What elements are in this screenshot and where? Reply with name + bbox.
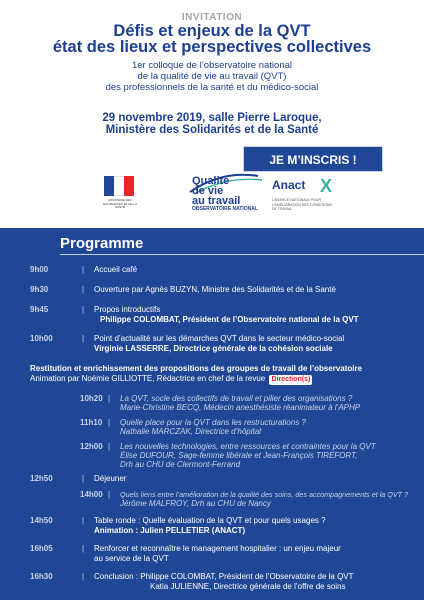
item-title: Quels liens entre l’amélioration de la qualité des soins, des accompagnements et la QVT ? — [120, 490, 409, 499]
qvt-logo-line1: Qualité — [192, 175, 230, 187]
qvt-logo-line2: de vie — [192, 185, 224, 197]
item-separator: | — [108, 442, 111, 451]
item-speaker: Virginie LASSERRE, Directrice générale de la cohésion sociale — [94, 344, 333, 353]
event-subtitle-line2: de la qualité de vie au travail (QVT) — [137, 71, 287, 82]
event-subtitle-line3: des professionnels de la santé et du médico-social — [105, 82, 319, 93]
restitution-animation — [30, 374, 312, 385]
restitution-title: Restitution et enrichissement des propositions des groupes de travail de l’observatoire — [30, 364, 363, 373]
item-title-cont: au service de la QVT — [94, 554, 169, 563]
event-place: Ministère des Solidarités et de la Santé — [105, 124, 319, 136]
item-title: Point d’actualité sur les démarches QVT dans le secteur médico-social — [94, 334, 345, 343]
item-time: 12h00 — [80, 442, 103, 451]
item-time: 9h00 — [30, 265, 49, 274]
item-title: Déjeuner — [94, 474, 127, 483]
item-separator: | — [82, 474, 85, 483]
item-title: Conclusion : Philippe COLOMBAT, Président de l’Observatoire de la QVT — [94, 572, 354, 581]
item-speaker-2: Drh au CHU de Clermont-Ferrand — [120, 460, 241, 469]
event-subtitle-line1: 1er colloque de l’observatoire national — [131, 60, 293, 71]
item-time: 14h00 — [80, 490, 103, 499]
item-title: Ouverture par Agnès BUZYN, Ministre des Solidarités et de la Santé — [94, 285, 336, 294]
item-time: 14h50 — [30, 516, 53, 525]
item-title: Quelle place pour la QVT dans les restructurations ? — [120, 418, 306, 427]
anact-logo — [272, 178, 342, 226]
direction-s-badge: Direction(s) — [271, 376, 311, 383]
item-speaker: Philippe COLOMBAT, Président de l’Observatoire national de la QVT — [100, 315, 359, 324]
item-separator: | — [108, 490, 111, 499]
anact-tagline: L’AGENCE NATIONALE POUR L’AMÉLIORATION DES CONDITIONS DE TRAVAIL — [272, 198, 332, 211]
anact-wordmark: Anact — [272, 178, 306, 192]
item-separator: | — [82, 265, 85, 274]
item-title: Propos introductifs — [94, 305, 161, 314]
item-time: 10h00 — [30, 334, 53, 343]
register-button[interactable]: JE M’INSCRIS ! — [243, 146, 383, 172]
item-speaker: Marie-Christine BECQ, Médecin anesthésiste réanimateur à l’APHP — [120, 403, 361, 412]
anact-x-mark: X — [320, 176, 333, 196]
event-date: 29 novembre 2019, salle Pierre Laroque, — [102, 112, 322, 124]
item-speaker: Animation : Julien PELLETIER (ANACT) — [94, 526, 246, 535]
invitation-header — [0, 0, 424, 150]
qvt-observatoire-logo — [168, 172, 268, 226]
item-time: 16h05 — [30, 544, 53, 553]
item-title: La QVT, socle des collectifs de travail et pilier des organisations ? — [120, 394, 353, 403]
item-time: 16h30 — [30, 572, 53, 581]
item-time: 9h45 — [30, 305, 49, 314]
item-time: 11h10 — [80, 418, 103, 427]
item-speaker: Jérôme MALFROY, Drh au CHU de Nancy — [120, 499, 271, 508]
french-flag-icon — [104, 176, 134, 196]
item-separator: | — [82, 544, 85, 553]
republique-francaise-logo — [100, 172, 140, 226]
item-separator: | — [108, 418, 111, 427]
item-separator: | — [82, 516, 85, 525]
restitution-host: Animation par Noémie GILLIOTTE, Rédactrice en chef de la revue — [30, 374, 266, 383]
event-title-line1: Défis et enjeux de la QVT — [113, 22, 311, 40]
item-time: 10h20 — [80, 394, 103, 403]
item-separator: | — [108, 394, 111, 403]
item-speaker: Katia JULIENNE, Directrice générale de l’offre de soins — [150, 582, 346, 591]
qvt-logo-line3: au travail — [192, 195, 241, 207]
partner-logos — [0, 172, 424, 228]
item-separator: | — [82, 285, 85, 294]
item-title: Accueil café — [94, 265, 138, 274]
item-separator: | — [82, 334, 85, 343]
item-time: 12h50 — [30, 474, 53, 483]
item-title: Renforcer et reconnaître le management hospitalier : un enjeu majeur — [94, 544, 341, 553]
item-speaker: Nathalie MARCZAK, Directrice d’hôpital — [120, 427, 261, 436]
programme-section — [0, 228, 424, 600]
ministry-logo-text: MINISTÈRE DES SOLIDARITÉS ET DE LA SANTÉ — [103, 198, 137, 209]
item-speaker: Élise DUFOUR, Sage-femme libérale et Jean-François TIREFORT, — [120, 451, 358, 460]
item-title: Les nouvelles technologies, entre ressources et contraintes pour la QVT — [120, 442, 376, 451]
item-title: Table ronde : Quelle évaluation de la QVT et pour quels usages ? — [94, 516, 326, 525]
item-time: 9h30 — [30, 285, 49, 294]
item-separator: | — [82, 572, 85, 581]
qvt-logo-sub: OBSERVATOIRE NATIONAL — [192, 206, 258, 212]
event-title-line2: état des lieux et perspectives collectives — [52, 38, 372, 56]
invitation-label: INVITATION — [181, 12, 243, 23]
programme-divider — [60, 254, 424, 255]
programme-title: Programme — [60, 235, 144, 252]
item-separator: | — [82, 305, 85, 314]
